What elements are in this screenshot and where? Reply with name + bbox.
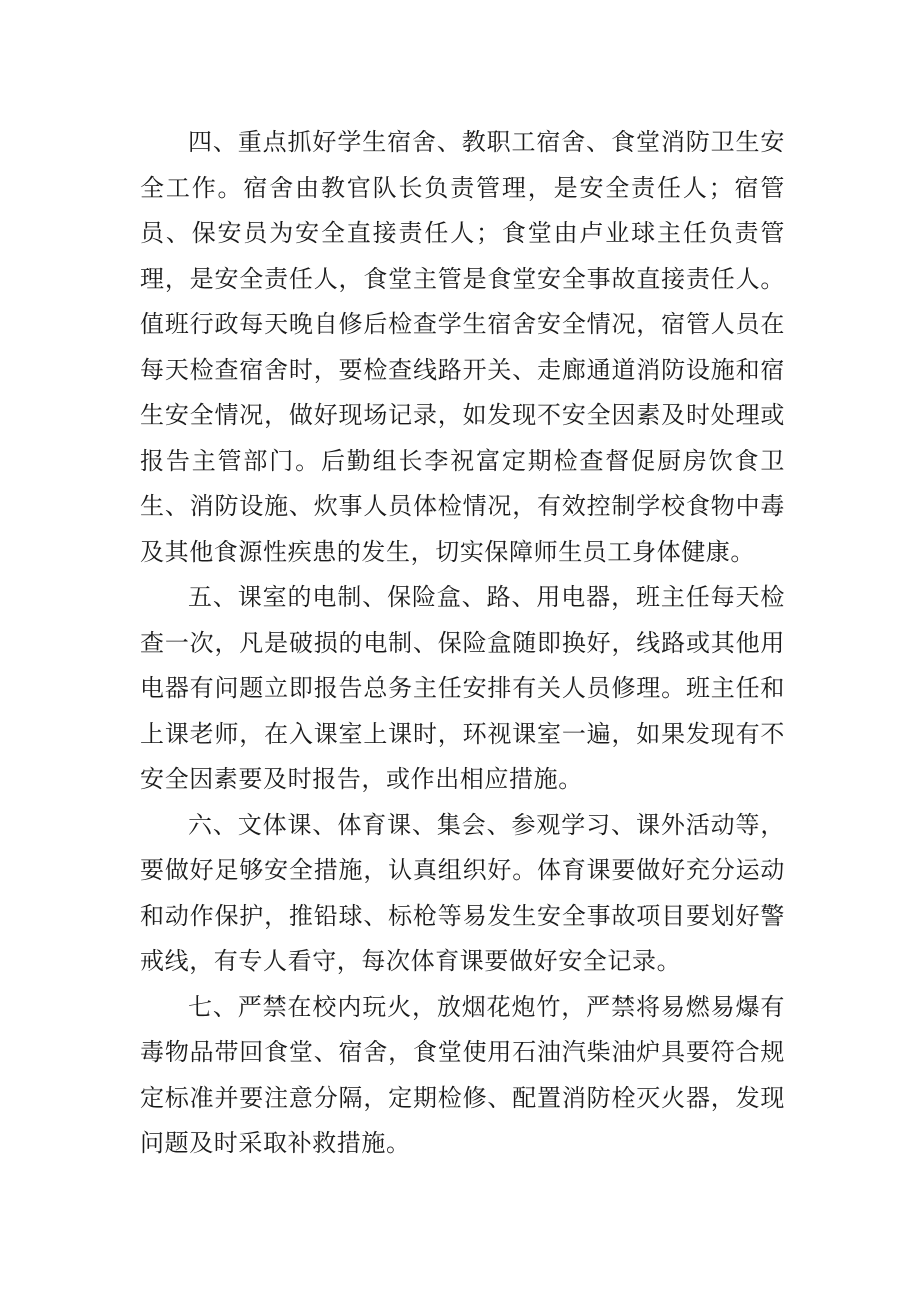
paragraph-fire-prohibition: 七、严禁在校内玩火，放烟花炮竹，严禁将易燃易爆有毒物品带回食堂、宿舍，食堂使用石油汽柴油炉具要符合规定标准并要注意分隔，定期检修、配置消防栓灭火器，发现问题及时采取补救措施。 bbox=[140, 992, 785, 1157]
document-body bbox=[140, 120, 785, 1167]
paragraph-dormitory-canteen-safety: 四、重点抓好学生宿舍、教职工宿舍、食堂消防卫生安全工作。宿舍由教官队长负责管理，是安全责任人；宿管员、保安员为安全直接责任人；食堂由卢业球主任负责管理，是安全责任人，食堂主管是食堂安全事故直接责任人。值班行政每天晚自修后检查学生宿舍安全情况，宿管人员在每天检查宿舍时，要检查线路开关、走廊通道消防设施和宿生安全情况，做好现场记录，如发现不安全因素及时处理或报告主管部门。后勤组长李祝富定期检查督促厨房饮食卫生、消防设施、炊事人员体检情况，有效控制学校食物中毒及其他食源性疾患的发生，切实保障师生员工身体健康。 bbox=[140, 128, 785, 566]
paragraph-classroom-electrical-safety: 五、课室的电制、保险盒、路、用电器，班主任每天检查一次，凡是破损的电制、保险盒随即换好，线路或其他用电器有问题立即报告总务主任安排有关人员修理。班主任和上课老师，在入课室上课时，环视课室一遍，如果发现有不安全因素要及时报告，或作出相应措施。 bbox=[140, 583, 785, 793]
paragraph-sports-activities-safety: 六、文体课、体育课、集会、参观学习、课外活动等，要做好足够安全措施，认真组织好。体育课要做好充分运动和动作保护，推铅球、标枪等易发生安全事故项目要划好警戒线，有专人看守，每次体育课要做好安全记录。 bbox=[140, 810, 785, 975]
